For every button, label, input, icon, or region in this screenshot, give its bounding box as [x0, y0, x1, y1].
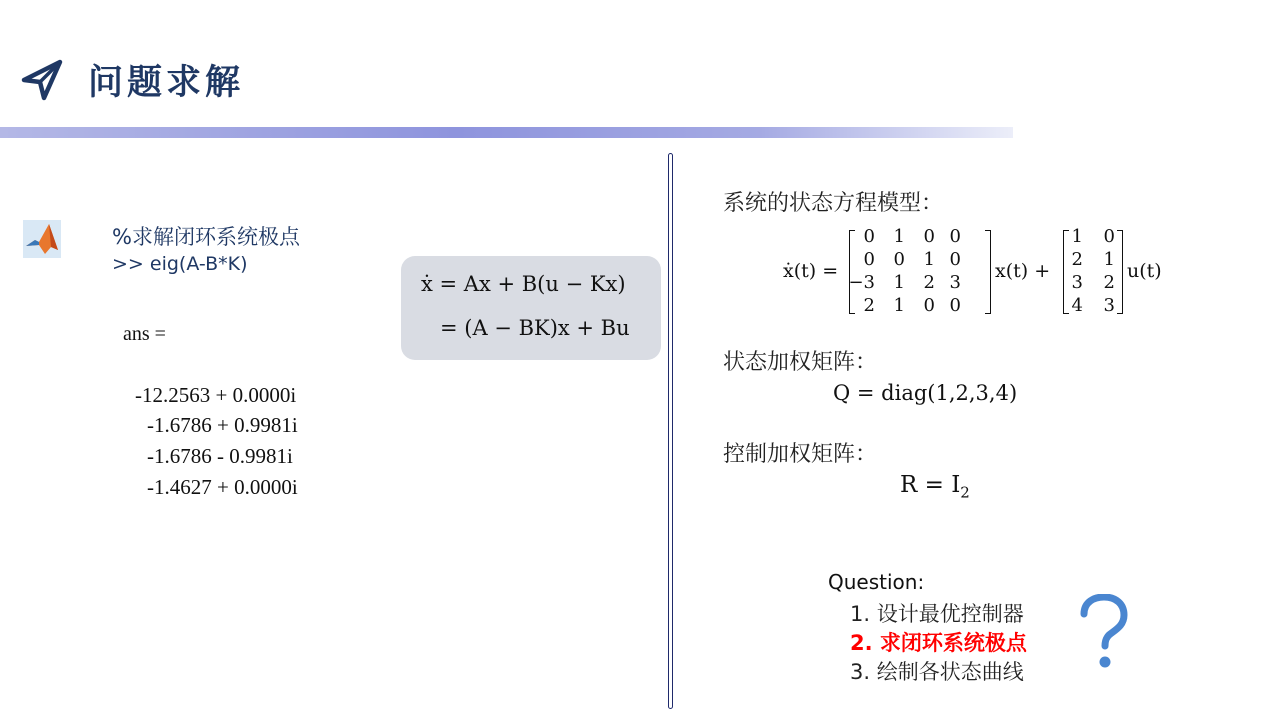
matrix-a-cell: 1 [893, 226, 905, 247]
matrix-a-cell: 1 [893, 272, 905, 293]
eigenvalue-result: -1.4627 + 0.0000i [147, 475, 298, 499]
q-matrix-equation: Q = diag(1,2,3,4) [833, 381, 1018, 405]
matrix-b-cell: 2 [1071, 249, 1083, 270]
matrix-b-cell: 1 [1103, 249, 1115, 270]
ans-label: ans = [123, 323, 166, 345]
eigenvalue-result: -12.2563 + 0.0000i [135, 383, 297, 407]
question-mark-icon [1078, 594, 1130, 670]
control-weight-matrix-label: 控制加权矩阵： [723, 442, 878, 467]
matrix-b-cell: 3 [1103, 295, 1115, 316]
r-matrix-equation [900, 472, 970, 502]
header-divider-bar [0, 127, 1013, 138]
matrix-a-cell: 0 [893, 249, 905, 270]
matlab-comment: %求解闭环系统极点 [112, 225, 300, 249]
matrix-a-cell: 2 [863, 295, 875, 316]
matrix-b-cell: 1 [1071, 226, 1083, 247]
eigenvalue-result: -1.6786 - 0.9981i [147, 444, 293, 468]
matrix-a-cell: 0 [949, 226, 961, 247]
equation-line-2: = (A − BK)x + Bu [440, 316, 630, 340]
matrix-b-cell: 0 [1103, 226, 1115, 247]
matrix-a-right-bracket [985, 230, 991, 314]
matrix-b-cell: 2 [1103, 272, 1115, 293]
question-item-highlighted: 2. 求闭环系统极点 [850, 631, 1027, 655]
state-term: x(t) + [995, 260, 1051, 282]
r-equation-subscript: 2 [960, 483, 970, 502]
matrix-a-cell: 0 [949, 295, 961, 316]
question-title: Question: [828, 570, 925, 594]
matlab-logo-icon [23, 220, 61, 258]
matrix-a-cell: 3 [949, 272, 961, 293]
state-equation-model-label: 系统的状态方程模型： [723, 191, 944, 216]
page-title: 问题求解 [88, 62, 245, 103]
question-item: 3. 绘制各状态曲线 [850, 660, 1024, 684]
matrix-a-cell: −3 [848, 272, 875, 293]
equation-line-1: ẋ = Ax + B(u − Kx) [421, 272, 626, 296]
vertical-divider [668, 153, 673, 709]
matrix-b-cell: 3 [1071, 272, 1083, 293]
state-space-equation [783, 226, 1183, 320]
navigation-arrow-icon [20, 58, 64, 102]
matrix-a-cell: 0 [863, 249, 875, 270]
matrix-a-cell: 0 [863, 226, 875, 247]
matrix-b-right-bracket [1117, 230, 1123, 314]
matrix-b-cell: 4 [1071, 295, 1083, 316]
matrix-a-cell: 2 [923, 272, 935, 293]
r-equation-main: R = I [900, 472, 961, 498]
question-item: 1. 设计最优控制器 [850, 602, 1024, 626]
matrix-a-cell: 1 [893, 295, 905, 316]
input-term: u(t) [1127, 260, 1162, 282]
state-weight-matrix-label: 状态加权矩阵： [723, 350, 878, 375]
matrix-a-cell: 0 [923, 226, 935, 247]
matrix-a-cell: 1 [923, 249, 935, 270]
matrix-a-cell: 0 [949, 249, 961, 270]
eigenvalue-result: -1.6786 + 0.9981i [147, 413, 298, 437]
matlab-command: >> eig(A-B*K) [112, 253, 248, 275]
matrix-a-cell: 0 [923, 295, 935, 316]
lhs-term: ẋ(t) = [783, 260, 839, 282]
